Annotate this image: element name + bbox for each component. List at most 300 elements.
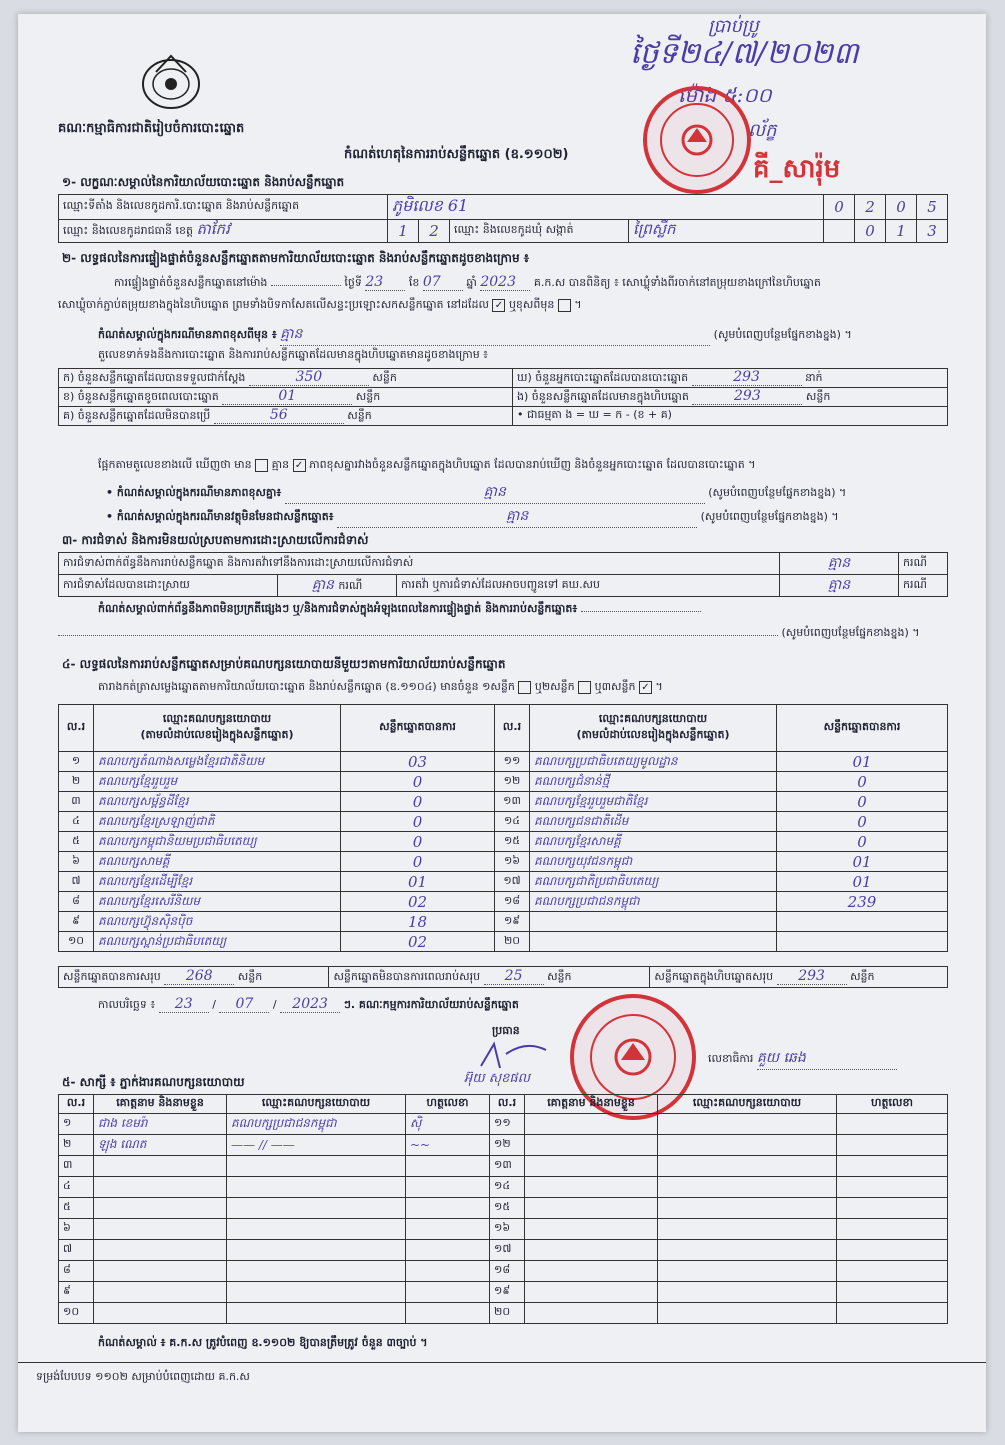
total-valid-value: 268: [164, 968, 234, 985]
location-code-digit: 0: [886, 195, 917, 220]
compare-text-c: ភាពខុសគ្នារវាងចំនួនសន្លឹកឆ្នោតក្នុងហិបឆ្នោត ដែលបានរាប់ឃើញ និងចំនួនអ្នកបោះឆ្នោត ដែលបានបោះឆ្នោត ។: [309, 458, 756, 471]
witness-signature: ~~: [406, 1135, 490, 1156]
witness-party: [658, 1156, 837, 1177]
section2-title: ២- លទ្ធផលនៃការផ្ទៀងផ្ទាត់ចំនួនសន្លឹកឆ្នោតតាមការិយាល័យបោះឆ្នោត និងរាប់សន្លឹកឆ្នោតដូចខាងក្រោម ៖: [62, 251, 530, 265]
figure-k: [59, 369, 513, 388]
seal-emblem-icon: [609, 1033, 657, 1081]
witness-party: [658, 1303, 837, 1324]
witness-row: [59, 1282, 948, 1303]
party-no: ១៧: [495, 872, 530, 892]
witness-name: [525, 1114, 658, 1135]
blank-line: [58, 635, 778, 636]
fill-note: (សូមបំពេញបន្ថែមផ្នែកខាងខ្នង) ។: [713, 328, 852, 341]
red-commune-label: គី_សារ៉ុម: [753, 154, 841, 184]
witness-no: ២: [59, 1135, 94, 1156]
witness-party: [227, 1303, 406, 1324]
figure-kh-label: ខ) ចំនួនសន្លឹកឆ្នោតខូចពេលបោះឆ្នោត: [63, 390, 219, 403]
section1-title: ១- លក្ខណៈសម្គាល់នៃការិយាល័យបោះឆ្នោត និងរាប់សន្លឹកឆ្នោត: [62, 175, 345, 189]
witness-row: [59, 1303, 948, 1324]
witness-row: [59, 1156, 948, 1177]
divider: [18, 1362, 986, 1363]
form-title: កំណត់ហេតុនៃការរាប់សន្លឹកឆ្នោត (ឧ.១១០២): [344, 147, 569, 162]
changed-checkbox[interactable]: [558, 299, 571, 312]
footnote: កំណត់សម្គាល់ ៖ គ.ក.ស ត្រូវបំពេញ ឧ.១១០២ ឱ្យបានត្រឹមត្រូវ ចំនួន ៣ច្បាប់ ។: [98, 1336, 428, 1349]
figure-g: [59, 407, 513, 426]
figure-g-label: គ) ចំនួនសន្លឹកឆ្នោតដែលមិនបានប្រើ: [63, 409, 211, 422]
date-label: កាលបរិច្ឆេទ ៖: [98, 998, 156, 1011]
witness-name: [525, 1156, 658, 1177]
total-invalid-label: សន្លឹកឆ្នោតមិនបានការពេលរាប់សរុប: [333, 970, 481, 983]
unit: សន្លឹក: [547, 970, 572, 983]
committee-label: ៗ. គណៈកម្មការការិយាល័យរាប់សន្លឹកឆ្នោត: [343, 998, 519, 1011]
witness-signature: [837, 1303, 948, 1324]
province-code-digit: 1: [388, 220, 419, 243]
witness-no: ១៣: [490, 1156, 525, 1177]
col-no: ល.រ: [495, 705, 530, 752]
figure-ng: [513, 388, 948, 407]
col-party-title: ឈ្មោះគណបក្សនយោបាយ: [598, 712, 708, 725]
nec-emblem-icon: [136, 50, 206, 114]
witness-no: ១១: [490, 1114, 525, 1135]
witness-signature: [837, 1261, 948, 1282]
col-sign: ហត្ថលេខា: [837, 1095, 948, 1114]
total-invalid: [329, 967, 650, 988]
verify-line-1: [114, 274, 821, 292]
fill-note: (សូមបំពេញបន្ថែមផ្នែកខាងខ្នង) ។: [781, 626, 920, 639]
witness-no: ៤: [59, 1177, 94, 1198]
party-row: [59, 772, 948, 792]
seal-text: សោឃ្លុំចាក់ភ្ជាប់តម្រុយខាងក្នុងនៃហិបឆ្នោត ព្រមទាំងបិទកាសែតលើសន្ទះប្រឡោះសកសន្លឹកឆ្នោត នៅដដែល: [58, 298, 489, 311]
complaint-row-1-value: គ្មាន: [780, 553, 899, 575]
col-votes: សន្លឹកឆ្នោតបានការ: [777, 705, 948, 752]
unit: នាក់: [805, 371, 823, 384]
party-no: ១៤: [495, 812, 530, 832]
location-label: ឈ្មោះទីតាំង និងលេខកូដការិ.បោះឆ្នោត និងរាប់សន្លឹកឆ្នោត: [59, 195, 388, 220]
party-name: គណបក្សខ្មែររួបរួមជាតិខ្មែរ: [530, 792, 777, 812]
witness-party: —— // ——: [227, 1135, 406, 1156]
party-results-table: [58, 704, 948, 952]
witness-no: ១០: [59, 1303, 94, 1324]
section3-title: ៣- ការជំទាស់ និងការមិនយល់ស្របតាមការដោះស្រាយលើការជំទាស់: [62, 533, 369, 547]
total-valid-label: សន្លឹកឆ្នោតបានការសរុប: [63, 970, 161, 983]
witness-party: គណបក្សប្រជាជនកម្ពុជា: [227, 1114, 406, 1135]
witness-name: [525, 1303, 658, 1324]
witness-party: [658, 1219, 837, 1240]
date-month: 07: [219, 996, 269, 1013]
party-name: គណបក្សហ៊្វុនស៊ិនប៉ិច: [94, 912, 341, 932]
witness-name: [94, 1240, 227, 1261]
party-votes: 01: [341, 872, 495, 892]
witness-name: [94, 1156, 227, 1177]
party-no: ១១: [495, 752, 530, 772]
witness-name: [525, 1219, 658, 1240]
party-no: ១៦: [495, 852, 530, 872]
witness-no: ១: [59, 1114, 94, 1135]
fill-note: (សូមបំពេញបន្ថែមផ្នែកខាងខ្នង) ។: [700, 510, 839, 523]
figure-kh: [59, 388, 513, 407]
party-no: ១២: [495, 772, 530, 792]
year-label: ឆ្នាំ: [466, 276, 477, 289]
col-sign: ហត្ថលេខា: [406, 1095, 490, 1114]
party-votes: [777, 912, 948, 932]
witness-party: [227, 1156, 406, 1177]
party-name: គណបក្សជនជាតិដើម: [530, 812, 777, 832]
witness-name: [94, 1282, 227, 1303]
party-votes: 0: [341, 792, 495, 812]
party-no: ១០: [59, 932, 94, 952]
party-name: គណបក្សខ្មែរស្រឡាញ់ជាតិ: [94, 812, 341, 832]
figure-kh-value: 01: [222, 388, 352, 405]
compare-line: [98, 458, 755, 474]
irregularity-note: [98, 602, 958, 618]
col-party: [94, 705, 341, 752]
witness-signature: [837, 1219, 948, 1240]
figure-ng-label: ង) ចំនួនសន្លឹកឆ្នោតដែលមានក្នុងហិបឆ្នោត: [517, 390, 689, 403]
witness-name: [94, 1177, 227, 1198]
verify-year: 2023: [480, 274, 530, 291]
form-sheet: [18, 14, 986, 1432]
irregular-note-line: [106, 506, 956, 528]
party-no: ៦: [59, 852, 94, 872]
secretary-label: លេខាធិការ: [708, 1052, 754, 1065]
witness-party: [227, 1198, 406, 1219]
or-changed-text: ឬខុសពីមុន: [508, 298, 555, 311]
figures-table: [58, 368, 948, 426]
witness-name: [525, 1177, 658, 1198]
witness-no: ១៥: [490, 1198, 525, 1219]
witness-signature: [406, 1156, 490, 1177]
commune-value: ព្រៃស្លឹក: [629, 220, 824, 243]
seal-emblem-icon: [677, 120, 717, 160]
no-difference-text: គ្មាន: [271, 458, 290, 471]
has-difference-checkbox[interactable]: [255, 459, 268, 472]
witness-signature: [837, 1156, 948, 1177]
party-no: ៨: [59, 892, 94, 912]
party-row: [59, 872, 948, 892]
chair-signature-icon: [476, 1036, 556, 1076]
witness-row: [59, 1177, 948, 1198]
handwritten-received-date: ថ្ងៃទី២៤/៧/២០២៣: [630, 36, 859, 71]
witness-name: [94, 1219, 227, 1240]
commune-label: ឈ្មោះ និងលេខកូដឃុំ សង្កាត់: [450, 220, 629, 243]
witness-party: [658, 1135, 837, 1156]
party-no: ១៥: [495, 832, 530, 852]
col-name: គោត្តនាម និងនាមខ្លួន: [94, 1095, 227, 1114]
fill-note: (សូមបំពេញបន្ថែមផ្នែកខាងខ្នង) ។: [708, 486, 847, 499]
witness-name: [94, 1198, 227, 1219]
witness-no: ២០: [490, 1303, 525, 1324]
tally-3-text: ឬ៣សន្លឹក: [594, 680, 636, 693]
witness-name: [94, 1261, 227, 1282]
col-no: ល.រ: [490, 1095, 525, 1114]
forwarded-label: ការតវ៉ា ឬការជំទាស់ដែលអាចបញ្ជូនទៅ គឃ.សប: [397, 575, 780, 597]
section5-title: ៥- សាក្សី ៖ ភ្នាក់ងារគណបក្សនយោបាយ: [62, 1075, 245, 1089]
month-label: ខែ: [408, 276, 420, 289]
handwritten-note-top: ប្រាប់ប្រូ: [708, 16, 759, 37]
witness-name: [525, 1135, 658, 1156]
witness-signature: [406, 1219, 490, 1240]
party-votes: 01: [777, 872, 948, 892]
witness-party: [658, 1114, 837, 1135]
tally-text: តារាងកត់ត្រាសម្លេងឆ្នោតតាមការិយាល័យបោះឆ្នោត និងរាប់សន្លឹកឆ្នោត (ឧ.១១០៤) មានចំនួន ១សន្លឹក: [98, 680, 515, 693]
witness-no: ៥: [59, 1198, 94, 1219]
party-votes: [777, 932, 948, 952]
witness-no: ១២: [490, 1135, 525, 1156]
witness-signature: [837, 1135, 948, 1156]
witness-party: [227, 1282, 406, 1303]
witness-signature: [837, 1240, 948, 1261]
tally-1-checkbox[interactable]: [518, 681, 531, 694]
compare-text: ផ្អែកតាមតួលេខខាងលើ ឃើញថា មាន: [98, 458, 252, 471]
party-row: [59, 752, 948, 772]
witness-party: [658, 1282, 837, 1303]
witness-signature: [837, 1198, 948, 1219]
figure-ng-value: 293: [692, 388, 802, 405]
witness-row: [59, 1240, 948, 1261]
witness-no: ៩: [59, 1282, 94, 1303]
witness-no: ៨: [59, 1261, 94, 1282]
tally-2-text: ឬ២សន្លឹក: [534, 680, 575, 693]
witness-signature: [406, 1261, 490, 1282]
location-code-digit: 0: [824, 195, 855, 220]
day-label: ថ្ងៃទី: [344, 276, 362, 289]
party-name: គណបក្សជំនាន់ថ្មី: [530, 772, 777, 792]
party-votes: 0: [341, 832, 495, 852]
party-name: គណបក្សខ្មែររួបរួម: [94, 772, 341, 792]
party-name: [530, 932, 777, 952]
party-votes: 02: [341, 932, 495, 952]
commune-code-digit: 0: [855, 220, 886, 243]
unit: សន្លឹក: [850, 970, 875, 983]
party-no: ២: [59, 772, 94, 792]
diff-note-line: [106, 482, 956, 504]
witness-name: [525, 1282, 658, 1303]
total-box-value: 293: [777, 968, 847, 985]
party-no: ៥: [59, 832, 94, 852]
totals-table: [58, 966, 948, 988]
party-name: គណបក្សសម្ព័ន្ធដីខ្មែរ: [94, 792, 341, 812]
figures-intro: តួលេខទាក់ទងនឹងការបោះឆ្នោត និងការរាប់សន្លឹកឆ្នោតដែលមានក្នុងហិបឆ្នោតមានដូចខាងក្រោម ៖: [98, 348, 489, 361]
time-blank: [271, 285, 341, 286]
resolved-value: [278, 575, 397, 597]
witness-row: [59, 1114, 948, 1135]
witness-party: [227, 1219, 406, 1240]
party-votes: 0: [777, 792, 948, 812]
complaints-table: [58, 552, 948, 597]
party-name: គណបក្សជាតិប្រជាធិបតេយ្យ: [530, 872, 777, 892]
unit: សន្លឹក: [372, 371, 397, 384]
witness-no: ១៧: [490, 1240, 525, 1261]
party-row: [59, 912, 948, 932]
date-line: កាលបរិច្ឆេទ ៖ 23 / 07 / 2023 ៗ. គណៈកម្មការការិយាល័យរាប់សន្លឹកឆ្នោត: [98, 996, 519, 1012]
diff-note-label: • កំណត់សម្គាល់ក្នុងករណីមានភាពខុសគ្នា៖: [106, 486, 282, 499]
handwritten-initials: ល័ក្ខ: [748, 120, 777, 141]
official-seal-top: [643, 86, 751, 194]
party-name: គណបក្សកម្ពុជានិយមប្រជាធិបតេយ្យ: [94, 832, 341, 852]
date-year: 2023: [280, 996, 340, 1013]
date-day: 23: [159, 996, 209, 1013]
col-no: ល.រ: [59, 705, 94, 752]
col-votes: សន្លឹកឆ្នោតបានការ: [341, 705, 495, 752]
col-party: ឈ្មោះគណបក្សនយោបាយ: [227, 1095, 406, 1114]
col-name: គោត្តនាម និងនាមខ្លួន: [525, 1095, 658, 1114]
total-box-label: សន្លឹកឆ្នោតក្នុងហិបឆ្នោតសរុប: [654, 970, 774, 983]
witness-table: [58, 1094, 948, 1324]
witness-name: ឡុង ណេត: [94, 1135, 227, 1156]
verify-day: 23: [365, 274, 405, 291]
col-party: ឈ្មោះគណបក្សនយោបាយ: [658, 1095, 837, 1114]
party-votes: 0: [341, 812, 495, 832]
party-row: [59, 832, 948, 852]
forwarded-value: គ្មាន: [780, 575, 899, 597]
witness-row: [59, 1198, 948, 1219]
unit: សន្លឹក: [805, 390, 831, 403]
party-row: [59, 792, 948, 812]
party-name: គណបក្សខ្មែរដើម្បីខ្មែរ: [94, 872, 341, 892]
witness-name: [525, 1261, 658, 1282]
note-value: គ្មាន: [280, 324, 710, 346]
empty-cell: [824, 220, 855, 243]
section1-table: [58, 194, 948, 243]
province-label-text: ឈ្មោះ និងលេខកូដរាជធានី ខេត្ត: [63, 224, 193, 237]
tally-sheet-line: តារាងកត់ត្រាសម្លេងឆ្នោតតាមការិយាល័យបោះឆ្នោត និងរាប់សន្លឹកឆ្នោត (ឧ.១១០៤) មានចំនួន ១សន្លឹក ឬ២សន្លឹក ឬ៣សន្លឹក ✓ ។: [98, 680, 663, 693]
party-votes: 02: [341, 892, 495, 912]
witness-signature: [837, 1114, 948, 1135]
figure-gh: [513, 369, 948, 388]
col-party-sub: (តាមលំដាប់លេខរៀងក្នុងសន្លឹកឆ្នោត): [140, 728, 294, 741]
party-no: ៤: [59, 812, 94, 832]
party-name: គណបក្សសាមគ្គី: [94, 852, 341, 872]
witness-signature: [837, 1282, 948, 1303]
witness-name: [94, 1303, 227, 1324]
formula: • ជាធម្មតា ង = ឃ = ក - (ខ + គ): [513, 407, 948, 426]
witness-no: ៧: [59, 1240, 94, 1261]
no-difference-checkbox[interactable]: ✓: [293, 459, 306, 472]
difference-note-line: [98, 324, 958, 346]
secretary-name: គួយ ឆេង: [757, 1048, 897, 1070]
unit: សន្លឹក: [355, 390, 381, 403]
commune-code-digit: 3: [917, 220, 948, 243]
witness-name: [525, 1198, 658, 1219]
commission-name: គណៈកម្មាធិការជាតិរៀបចំការបោះឆ្នោត: [58, 121, 245, 136]
party-votes: 0: [777, 812, 948, 832]
resolved-label: ការជំទាស់ដែលបានដោះស្រាយ: [59, 575, 278, 597]
party-no: ៧: [59, 872, 94, 892]
witness-name: [525, 1240, 658, 1261]
witness-signature: [406, 1282, 490, 1303]
form-footer: ទម្រង់បែបបទ ១១០២ សម្រាប់បំពេញដោយ គ.ក.ស: [36, 1370, 250, 1383]
total-valid: [59, 967, 329, 988]
party-name: គណបក្សយុវជនកម្ពុជា: [530, 852, 777, 872]
section4-title: ៤- លទ្ធផលនៃការរាប់សន្លឹកឆ្នោតសម្រាប់គណបក្សនយោបាយនីមួយៗតាមការិយាល័យរាប់សន្លឹកឆ្នោត: [62, 657, 506, 671]
blank-line: [581, 611, 701, 612]
tally-2-checkbox[interactable]: [578, 681, 591, 694]
party-name: គណបក្សខ្មែរសាមគ្គី: [530, 832, 777, 852]
witness-party: [227, 1177, 406, 1198]
verify-line-2: សោឃ្លុំចាក់ភ្ជាប់តម្រុយខាងក្នុងនៃហិបឆ្នោត ព្រមទាំងបិទកាសែតលើសន្ទះប្រឡោះសកសន្លឹកឆ្នោត នៅដដែល ✓ ឬខុសពីមុន ។: [58, 298, 582, 311]
party-votes: 01: [777, 752, 948, 772]
party-votes: 0: [341, 772, 495, 792]
party-no: ២០: [495, 932, 530, 952]
party-name: [530, 912, 777, 932]
figure-gh-label: ឃ) ចំនួនអ្នកបោះឆ្នោតដែលបានបោះឆ្នោត: [517, 371, 689, 384]
col-party-title: ឈ្មោះគណបក្សនយោបាយ: [162, 712, 272, 725]
party-name: គណបក្សប្រជាជនកម្ពុជា: [530, 892, 777, 912]
chair-label: ប្រធាន: [492, 1024, 520, 1037]
witness-no: ១៦: [490, 1219, 525, 1240]
verify-month: 07: [423, 274, 463, 291]
location-code-digit: 2: [855, 195, 886, 220]
party-votes: 0: [341, 852, 495, 872]
province-value: តាកែវ: [196, 220, 230, 238]
party-no: ១៨: [495, 892, 530, 912]
col-no: ល.រ: [59, 1095, 94, 1114]
unit: សន្លឹក: [347, 409, 372, 422]
figure-k-value: 350: [249, 369, 369, 386]
figure-k-label: ក) ចំនួនសន្លឹកឆ្នោតដែលបានទទួលជាក់ស្តែង: [63, 371, 246, 384]
chair-name: អ៊ុយ សុខផល: [464, 1071, 531, 1086]
witness-signature: ស៊ិ: [406, 1114, 490, 1135]
party-votes: 18: [341, 912, 495, 932]
witness-no: ៦: [59, 1219, 94, 1240]
commune-code-digit: 1: [886, 220, 917, 243]
irregularity-note-label: កំណត់សម្គាល់ពាក់ព័ន្ធនឹងភាពមិនប្រក្រតីផ្សេងៗ ឬ/និងការជំទាស់ក្នុងអំឡុងពេលនៃការផ្ទៀងផ្ទាត់ និងការរាប់សន្លឹកឆ្នោត៖: [98, 602, 578, 615]
irregular-note-label: • កំណត់សម្គាល់ក្នុងករណីមានវត្ថុមិនមែនជាសន្លឹកឆ្នោត៖: [106, 510, 334, 523]
location-value: ភូមិលេខ 61: [388, 195, 824, 220]
party-no: ១៩: [495, 912, 530, 932]
party-row: [59, 852, 948, 872]
case-label: ករណី: [899, 553, 948, 575]
province-label: [59, 220, 388, 243]
party-votes: 01: [777, 852, 948, 872]
col-party: [530, 705, 777, 752]
same-checkbox[interactable]: ✓: [492, 299, 505, 312]
witness-signature: [406, 1177, 490, 1198]
witness-signature: [406, 1240, 490, 1261]
party-no: ១: [59, 752, 94, 772]
irregular-note-value: គ្មាន: [337, 506, 697, 528]
party-votes: 0: [777, 772, 948, 792]
witness-signature: [406, 1303, 490, 1324]
witness-no: ១៤: [490, 1177, 525, 1198]
figure-g-value: 56: [214, 407, 344, 424]
party-votes: 0: [777, 832, 948, 852]
witness-party: [658, 1240, 837, 1261]
tally-3-checkbox[interactable]: ✓: [639, 681, 652, 694]
complaint-row-1-label: ការជំទាស់ពាក់ព័ន្ធនឹងការរាប់សន្លឹកឆ្នោត និងការតវ៉ាទៅនឹងការដោះស្រាយលើការជំទាស់: [59, 553, 780, 575]
witness-name: ជាង ខេមរ៉ា: [94, 1114, 227, 1135]
party-name: គណបក្សតំណាងសម្លេងខ្មែរជាតិនិយម: [94, 752, 341, 772]
province-code-digit: 2: [419, 220, 450, 243]
witness-row: [59, 1219, 948, 1240]
witness-no: ១៩: [490, 1282, 525, 1303]
party-votes: 239: [777, 892, 948, 912]
party-name: គណបក្សប្រជាធិបតេយ្យមូលដ្ឋាន: [530, 752, 777, 772]
witness-signature: [837, 1177, 948, 1198]
figure-gh-value: 293: [692, 369, 802, 386]
witness-party: [658, 1261, 837, 1282]
total-invalid-value: 25: [484, 968, 544, 985]
diff-note-value: គ្មាន: [285, 482, 705, 504]
party-row: [59, 812, 948, 832]
party-name: គណបក្សខ្មែរសេរីនិយម: [94, 892, 341, 912]
resolved-value-text: គ្មាន: [311, 577, 334, 593]
witness-no: ១៨: [490, 1261, 525, 1282]
verify-text: ការផ្ទៀងផ្ទាត់ចំនួនសន្លឹកឆ្នោតនៅម៉ោង: [114, 276, 268, 289]
party-row: [59, 892, 948, 912]
location-code-digit: 5: [917, 195, 948, 220]
verify-text-b: គ.ក.ស បានពិនិត្យ ៖ សោឃ្លុំទាំងពីរចាក់នៅតម្រុយខាងក្រៅនៃហិបឆ្នោត: [533, 276, 821, 289]
